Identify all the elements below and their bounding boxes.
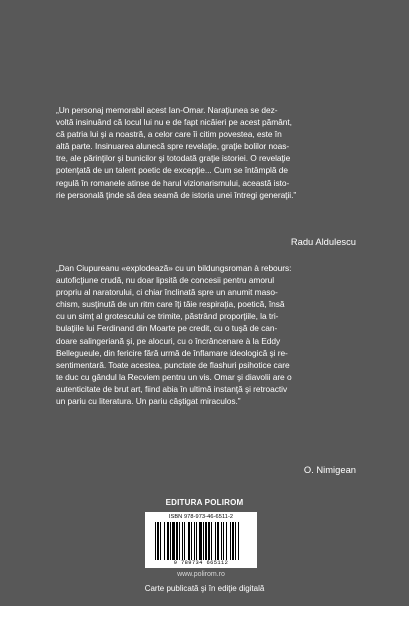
quote-line: cu un simţ al grotescului ce trimite, păstrând proporţiile, la tri- [56, 311, 279, 322]
review-quote-1 [56, 104, 356, 201]
barcode-bar [230, 522, 231, 560]
publisher-website: www.polirom.ro [177, 571, 225, 578]
quote-line: că patria lui şi a noastră, a celor care îi citim povestea, este în [56, 129, 282, 140]
barcode-bar [199, 522, 202, 560]
barcode-bar [208, 522, 210, 560]
quote-line: „Dan Ciupureanu «explodează» cu un bildungsroman à rebours: [56, 263, 292, 273]
barcode-bar [203, 522, 204, 560]
barcode-bar [157, 522, 159, 560]
barcode-bar [205, 522, 207, 560]
barcode-bar [172, 522, 175, 560]
barcode-bar [191, 522, 192, 560]
quote-line: autenticitate de brut art, fiind abia în ultimă instanţă şi retroactiv [56, 383, 288, 394]
barcode-bar [184, 522, 185, 560]
digital-edition-note: Carte publicată şi în ediţie digitală [144, 584, 265, 593]
barcode-bar [160, 522, 161, 560]
quote-line: voltă insinuând că locul lui nu e de fapt nicăieri pe acest pământ, [56, 117, 292, 128]
quote-line: bulaţiile lui Ferdinand din Moarte pe credit, cu o tuşă de can- [56, 323, 278, 334]
barcode-bar [223, 522, 224, 560]
barcode-bar [179, 522, 180, 560]
bottom-band [0, 606, 409, 620]
barcode-bar [238, 522, 239, 560]
barcode-bar [164, 522, 165, 560]
barcode-bar [196, 522, 197, 560]
quote-line: Bellegueule, din fericire fără urmă de înflamare ideologică şi re- [56, 347, 288, 358]
quote-line: autoficţiune crudă, nu doar lipsită de concesii pentru amorul [56, 275, 275, 286]
barcode-bar [188, 522, 190, 560]
quote-line: un pariu cu literatura. Un pariu câştigat miraculos.” [56, 396, 241, 407]
quote-line: potenţată de un talent poetic de excepţie... Cum se întâmplă de [56, 165, 288, 176]
barcode-bar [217, 522, 219, 560]
quote-line: tre, ale părinţilor şi bunicilor şi totodată graţie istoriei. O revelaţie [56, 153, 291, 164]
quote-line: te duc cu gândul la Recviem pentru un vis. Omar şi diavolii are o [56, 371, 292, 382]
quote-line: regulă în romanele atinse de harul vizionarismului, această isto- [56, 177, 290, 188]
barcode-bar [221, 522, 222, 560]
barcode-bar [232, 522, 234, 560]
quote-line: rie personală ţinde să dea seamă de istoria unei întregi generaţii.” [56, 189, 297, 200]
barcode-number: 9 789734 665112 [173, 560, 229, 566]
barcode-bar [170, 522, 171, 560]
barcode-bar [176, 522, 178, 560]
barcode-bar [235, 522, 236, 560]
quote-line: sentimentară. Toate acestea, punctate de flashuri psihotice care [56, 359, 290, 370]
barcode-bar [215, 522, 216, 560]
barcode-bar [194, 522, 195, 560]
quote-line: altă parte. Insinuarea alunecă spre revelaţie, graţie bolilor noas- [56, 141, 290, 152]
quote-2-author: O. Nimigean [303, 464, 356, 475]
barcode-icon [155, 522, 247, 560]
barcode-bar [155, 522, 156, 560]
barcode-bar [211, 522, 212, 560]
publisher-name: EDITURA POLIROM [165, 498, 244, 507]
review-quote-2 [56, 262, 356, 407]
quote-line: propriu al naratorului, ci chiar înclinată spre un anumit maso- [56, 287, 278, 298]
quote-line: „Un personaj memorabil acest Ian-Omar. Naraţiunea se dez- [56, 105, 278, 115]
quote-line: doare salingeriană şi, pe alocuri, cu o încrâncenare à la Eddy [56, 335, 281, 346]
barcode-bar [226, 522, 227, 560]
isbn-text: ISBN 978-973-46-6511-2 [168, 514, 234, 520]
barcode-bar [167, 522, 169, 560]
barcode-bar [182, 522, 183, 560]
isbn-barcode [145, 512, 257, 568]
quote-1-author: Radu Aldulescu [290, 236, 356, 247]
quote-line: chism, susţinută de un ritm care îţi tăie respiraţia, poetică, însă [56, 299, 285, 310]
